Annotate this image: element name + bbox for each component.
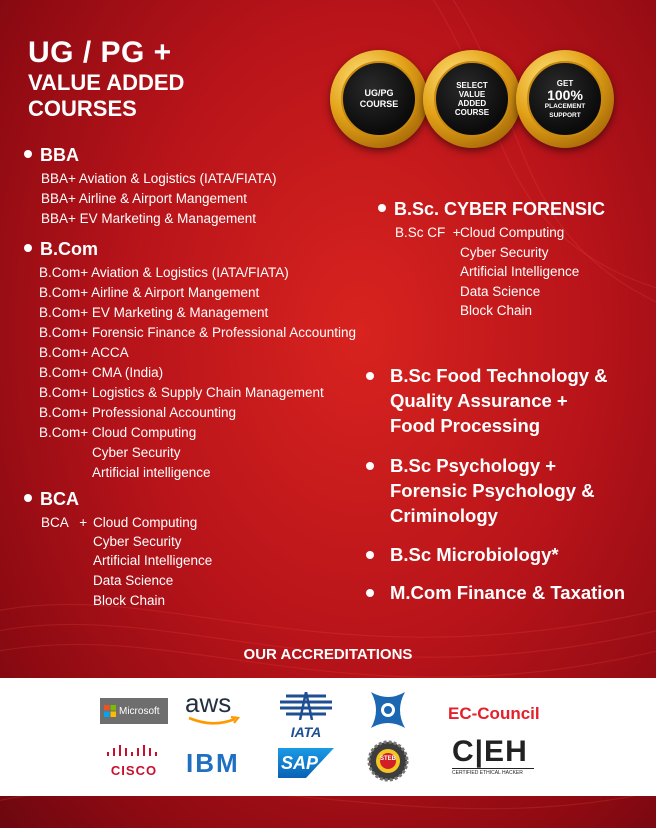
course-bsc-microbiology: [390, 542, 559, 567]
ceh-logo: [452, 736, 534, 780]
accreditations-heading: OUR ACCREDITATIONS: [243, 646, 413, 663]
course-item: B.Com+ Airline & Airport Mangement: [39, 285, 260, 300]
badge-ug-pg-course: [330, 50, 428, 148]
course-item: Data Science: [93, 573, 174, 588]
badge-text: SELECT: [456, 81, 488, 90]
badge-text: SUPPORT: [549, 111, 581, 119]
course-item: B.Com+ ACCA: [39, 345, 129, 360]
badge-value-added: [423, 50, 521, 148]
course-item: B.Com+ Forensic Finance & Professional Accounting: [39, 325, 357, 340]
steb-logo: [367, 740, 409, 782]
heading-text: BCA: [40, 489, 79, 509]
section-heading-bsc-cyber-forensic: [378, 199, 605, 220]
microsoft-text: Microsoft: [119, 705, 160, 717]
aws-text: aws: [185, 688, 232, 718]
course-item: B.Com+ Professional Accounting: [39, 405, 236, 420]
course-item: B.Com+ EV Marketing & Management: [39, 305, 269, 320]
course-item: BBA+ EV Marketing & Management: [41, 211, 256, 226]
title-line-1: UG / PG +: [28, 36, 172, 69]
course-item: Artificial Intelligence: [460, 264, 580, 279]
title-line-3: COURSES: [28, 96, 137, 121]
course-sub-item: Artificial intelligence: [92, 465, 211, 480]
bullet-icon: [24, 150, 32, 158]
aws-smile-icon: [187, 716, 241, 726]
course-prefix: BCA +: [41, 515, 88, 530]
steb-text: STEB: [379, 756, 396, 762]
iata-text: IATA: [290, 724, 322, 740]
cisco-text: CISCO: [110, 763, 158, 778]
course-item: B.Com+ Aviation & Logistics (IATA/FIATA): [39, 265, 289, 280]
cisco-bars-icon: [104, 744, 160, 758]
bullet-icon: [366, 551, 374, 559]
course-line: Criminology: [390, 505, 498, 526]
sap-text: SAP: [281, 753, 319, 773]
badge-placement-support: [516, 50, 614, 148]
ec-council-logo: EC-Council: [448, 704, 540, 723]
section-heading-bca: [24, 489, 79, 510]
course-mcom-finance: [390, 580, 625, 605]
skill-emblem-logo: [365, 688, 411, 732]
badge-text: COURSE: [454, 108, 490, 117]
course-item: B.Com+ Cloud Computing: [39, 425, 197, 440]
section-heading-bcom: [24, 239, 98, 260]
course-line: Quality Assurance +: [390, 390, 568, 411]
microsoft-logo: [100, 698, 168, 724]
title-line-2: VALUE ADDED: [28, 70, 185, 95]
bullet-icon: [366, 589, 374, 597]
ceh-text: C|EH: [452, 735, 528, 768]
badge-text: PLACEMENT: [544, 102, 586, 110]
aws-logo: [185, 690, 245, 728]
course-item: Cyber Security: [460, 245, 549, 260]
heading-text: B.Sc. CYBER FORENSIC: [394, 199, 606, 219]
course-item: Block Chain: [460, 303, 533, 318]
bullet-icon: [24, 244, 32, 252]
course-line: B.Sc Psychology +: [390, 455, 557, 476]
course-item: B.Com+ Logistics & Supply Chain Management: [39, 385, 324, 400]
course-item: Cyber Security: [93, 534, 182, 549]
microsoft-icon: [104, 705, 116, 717]
bullet-icon: [366, 462, 374, 470]
bullet-icon: [24, 494, 32, 502]
course-item: Data Science: [460, 284, 541, 299]
badge-text: VALUE: [458, 90, 486, 99]
bullet-icon: [378, 204, 386, 212]
course-line: B.Sc Microbiology*: [390, 544, 559, 565]
cisco-logo: [104, 744, 164, 778]
course-line: M.Com Finance & Taxation: [390, 582, 626, 603]
iata-logo: [276, 692, 336, 740]
sap-logo: [278, 748, 334, 778]
course-item: Block Chain: [93, 593, 166, 608]
heading-text: BBA: [40, 145, 79, 165]
course-item: Artificial Intelligence: [93, 553, 213, 568]
badge-text: 100%: [547, 86, 583, 103]
ibm-logo: IBM: [186, 748, 240, 778]
section-heading-bba: [24, 145, 79, 166]
course-line: Food Processing: [390, 415, 541, 436]
course-line: Forensic Psychology &: [390, 480, 595, 501]
accreditations-logo-strip: [0, 678, 656, 796]
badge-text: COURSE: [359, 99, 399, 109]
course-bsc-food-technology: [390, 363, 608, 438]
course-bsc-psychology: [390, 453, 595, 528]
heading-text: B.Com: [40, 239, 98, 259]
course-item: BBA+ Airline & Airport Mangement: [41, 191, 247, 206]
course-prefix: B.Sc CF +: [395, 225, 461, 240]
iata-globe-icon: [276, 692, 336, 720]
ceh-subtext: CERTIFIED ETHICAL HACKER: [452, 768, 534, 776]
course-line: B.Sc Food Technology &: [390, 365, 608, 386]
skill-emblem-icon: [365, 688, 411, 732]
bullet-icon: [366, 372, 374, 380]
course-sub-item: Cyber Security: [92, 445, 181, 460]
badge-text: ADDED: [457, 99, 487, 108]
course-item: BBA+ Aviation & Logistics (IATA/FIATA): [41, 171, 277, 186]
badge-text: UG/PG: [364, 88, 394, 98]
course-item: Cloud Computing: [93, 515, 198, 530]
badge-text: GET: [556, 78, 574, 88]
course-item: B.Com+ CMA (India): [39, 365, 164, 380]
course-item: Cloud Computing: [460, 225, 565, 240]
